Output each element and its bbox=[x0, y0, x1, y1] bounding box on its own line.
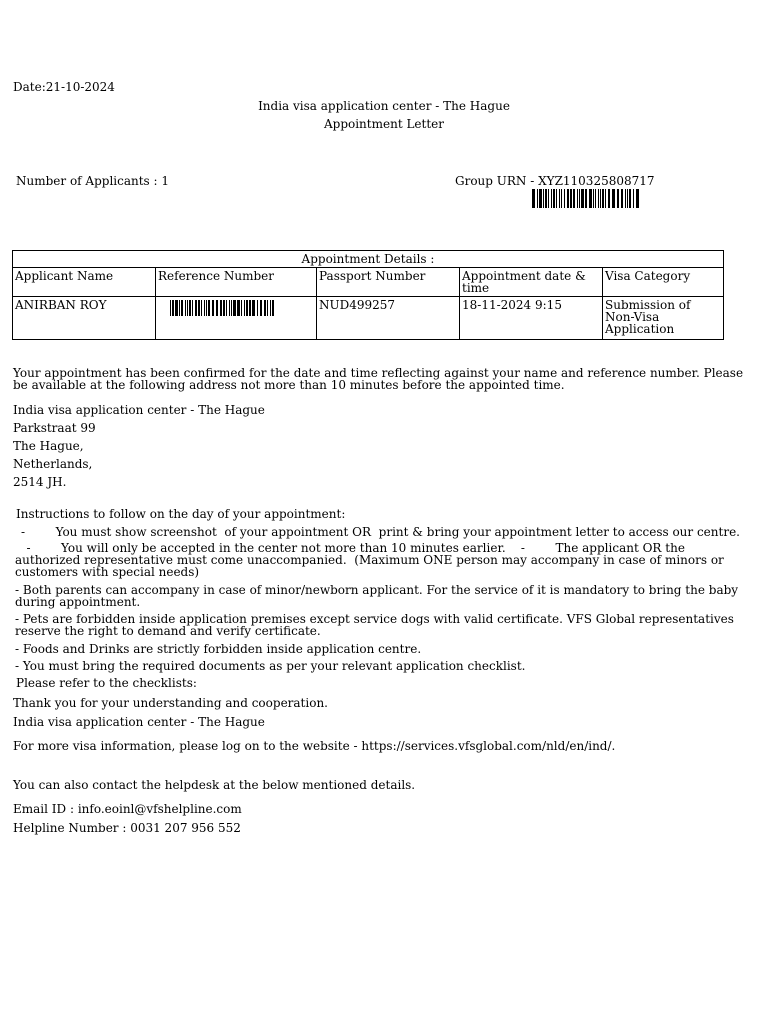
appointment-details-table bbox=[12, 250, 724, 340]
instruction-1: - You must show screenshot of your appointment OR print & bring your appointment letter to access our centre. bbox=[21, 525, 740, 539]
header-reference-number: Reference Number bbox=[156, 268, 317, 297]
cell-passport-number: NUD499257 bbox=[317, 297, 460, 340]
barcode-bar bbox=[561, 189, 562, 208]
barcode-bar bbox=[244, 300, 245, 316]
reference-barcode bbox=[170, 300, 278, 316]
helpdesk-info: You can also contact the helpdesk at the below mentioned details. bbox=[13, 778, 416, 792]
barcode-bar bbox=[598, 189, 599, 208]
barcode-bar bbox=[581, 189, 584, 208]
barcode-bar bbox=[257, 300, 258, 316]
group-urn-barcode bbox=[532, 189, 640, 208]
barcode-bar bbox=[612, 189, 615, 208]
header-appointment-datetime: Appointment date & time bbox=[460, 268, 603, 297]
barcode-bar bbox=[589, 189, 592, 208]
barcode-bar bbox=[270, 300, 271, 316]
barcode-bar bbox=[181, 300, 183, 316]
barcode-bar bbox=[229, 300, 230, 316]
barcode-bar bbox=[573, 189, 575, 208]
barcode-bar bbox=[625, 189, 626, 208]
barcode-bar bbox=[260, 300, 262, 316]
barcode-bar bbox=[553, 189, 555, 208]
instruction-5: - Foods and Drinks are strictly forbidden inside application centre. bbox=[15, 642, 422, 656]
website-info: For more visa information, please log on to the website - https://services.vfsglobal.com/nld/en/ind/. bbox=[13, 739, 616, 753]
instruction-6: - You must bring the required documents as per your relevant application checklist. bbox=[15, 659, 526, 673]
helpline-number: Helpline Number : 0031 207 956 552 bbox=[13, 821, 241, 835]
barcode-bar bbox=[548, 189, 549, 208]
letter-title: Appointment Letter bbox=[323, 117, 445, 131]
barcode-bar bbox=[577, 189, 578, 208]
barcode-bar bbox=[170, 300, 171, 316]
table-row bbox=[13, 297, 724, 340]
barcode-bar bbox=[567, 189, 569, 208]
cell-reference-number bbox=[156, 297, 317, 340]
barcode-bar bbox=[179, 300, 180, 316]
barcode-bar bbox=[579, 189, 580, 208]
barcode-bar bbox=[204, 300, 205, 316]
barcode-bar bbox=[198, 300, 200, 316]
signature-text: India visa application center - The Hague bbox=[13, 715, 265, 729]
barcode-bar bbox=[212, 300, 214, 316]
barcode-bar bbox=[233, 300, 236, 316]
barcode-bar bbox=[226, 300, 227, 316]
barcode-bar bbox=[252, 300, 255, 316]
barcode-bar bbox=[192, 300, 193, 316]
table-title: Appointment Details : bbox=[13, 251, 724, 268]
group-urn: Group URN - XYZ110325808717 bbox=[455, 174, 655, 188]
barcode-bar bbox=[543, 189, 544, 208]
header-visa-category: Visa Category bbox=[603, 268, 724, 297]
instruction-2: - You will only be accepted in the center not more than 10 minutes earlier. - The applicant OR the authorized representative must come unaccompanied. (Maximum ONE person may accompany in case of minors or customers with special needs) bbox=[15, 541, 728, 579]
barcode-bar bbox=[264, 300, 266, 316]
address-line-2: Parkstraat 99 bbox=[13, 421, 96, 435]
number-of-applicants: Number of Applicants : 1 bbox=[16, 174, 170, 188]
barcode-bar bbox=[272, 300, 274, 316]
barcode-bar bbox=[241, 300, 242, 316]
barcode-bar bbox=[617, 189, 619, 208]
barcode-bar bbox=[172, 300, 174, 316]
barcode-bar bbox=[216, 300, 218, 316]
cell-applicant-name: ANIRBAN ROY bbox=[13, 297, 156, 340]
barcode-bar bbox=[246, 300, 248, 316]
barcode-bar bbox=[564, 189, 565, 208]
barcode-bar bbox=[595, 189, 596, 208]
barcode-bar bbox=[585, 189, 587, 208]
barcode-bar bbox=[600, 189, 601, 208]
instructions-heading: Instructions to follow on the day of your appointment: bbox=[16, 507, 346, 521]
barcode-bar bbox=[249, 300, 251, 316]
barcode-bar bbox=[602, 189, 604, 208]
email-id: Email ID : info.eoinl@vfshelpline.com bbox=[13, 802, 242, 816]
header-applicant-name: Applicant Name bbox=[13, 268, 156, 297]
barcode-bar bbox=[267, 300, 268, 316]
barcode-bar bbox=[220, 300, 222, 316]
barcode-bar bbox=[556, 189, 557, 208]
barcode-bar bbox=[175, 300, 178, 316]
barcode-bar bbox=[627, 189, 628, 208]
checklists-note: Please refer to the checklists: bbox=[16, 676, 197, 690]
barcode-bar bbox=[636, 189, 639, 208]
barcode-bar bbox=[551, 189, 552, 208]
barcode-bar bbox=[208, 300, 210, 316]
barcode-bar bbox=[559, 189, 560, 208]
address-line-5: 2514 JH. bbox=[13, 475, 67, 489]
confirmation-text: Your appointment has been confirmed for the date and time reflecting against your name and reference number. Please be available at the following address not more than 10 minutes before the appointed time. bbox=[13, 366, 744, 392]
barcode-bar bbox=[539, 189, 542, 208]
address-line-1: India visa application center - The Hague bbox=[13, 403, 265, 417]
thanks-text: Thank you for your understanding and cooperation. bbox=[13, 696, 328, 710]
address-line-3: The Hague, bbox=[13, 439, 84, 453]
cell-appointment-datetime: 18-11-2024 9:15 bbox=[460, 297, 603, 340]
barcode-bar bbox=[621, 189, 623, 208]
cell-visa-category: Submission of Non-Visa Application bbox=[603, 297, 724, 340]
barcode-bar bbox=[223, 300, 225, 316]
barcode-bar bbox=[537, 189, 538, 208]
barcode-bar bbox=[532, 189, 535, 208]
barcode-bar bbox=[189, 300, 191, 316]
barcode-bar bbox=[570, 189, 572, 208]
address-line-4: Netherlands, bbox=[13, 457, 93, 471]
barcode-bar bbox=[545, 189, 547, 208]
barcode-bar bbox=[195, 300, 197, 316]
barcode-bar bbox=[608, 189, 610, 208]
letter-date: Date:21-10-2024 bbox=[13, 80, 115, 94]
header-passport-number: Passport Number bbox=[317, 268, 460, 297]
barcode-bar bbox=[629, 189, 631, 208]
barcode-bar bbox=[231, 300, 232, 316]
barcode-bar bbox=[237, 300, 240, 316]
barcode-bar bbox=[605, 189, 606, 208]
barcode-bar bbox=[633, 189, 634, 208]
barcode-bar bbox=[593, 189, 594, 208]
barcode-bar bbox=[201, 300, 202, 316]
center-name-heading: India visa application center - The Hague bbox=[258, 99, 510, 113]
barcode-bar bbox=[206, 300, 207, 316]
barcode-bar bbox=[185, 300, 186, 316]
instruction-3: - Both parents can accompany in case of minor/newborn applicant. For the service of it is mandatory to bring the baby during appointment. bbox=[15, 583, 739, 609]
instruction-4: - Pets are forbidden inside application premises except service dogs with valid certificate. VFS Global representatives reserve the right to demand and verify certificate. bbox=[15, 612, 734, 638]
barcode-bar bbox=[187, 300, 188, 316]
